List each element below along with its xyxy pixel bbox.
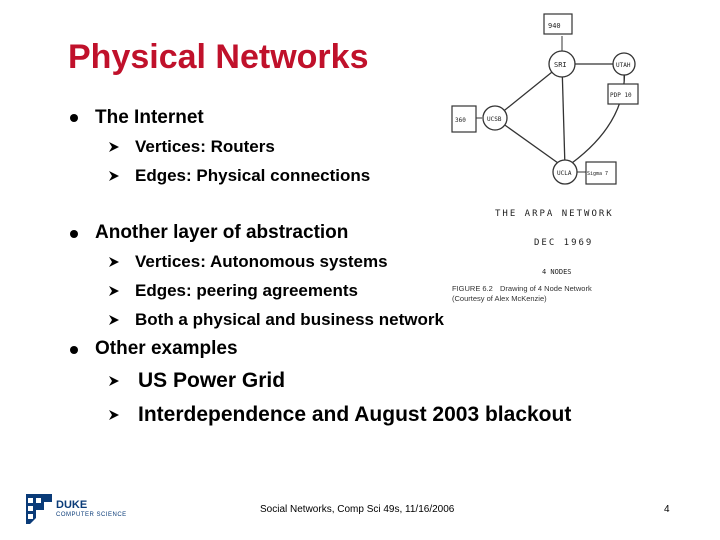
node-label: UCLA	[557, 170, 572, 177]
section2-item-1	[108, 252, 388, 272]
page-number: 4	[664, 504, 670, 515]
figure-caption-text: Drawing of 4 Node Network	[500, 284, 592, 293]
arrow-bullet-icon	[108, 409, 120, 421]
section1-heading: The Internet	[95, 107, 204, 128]
bullet-dot	[70, 230, 78, 238]
arpanet-sketch-figure	[440, 8, 632, 308]
slide-footer: Social Networks, Comp Sci 49s, 11/16/2006	[260, 504, 455, 515]
node-label: SRI	[554, 61, 567, 69]
section1-item-label: Vertices: Routers	[135, 137, 275, 156]
section2-heading: Another layer of abstraction	[95, 222, 349, 243]
figure-handwritten-date: DEC 1969	[534, 238, 594, 248]
host-label: 360	[455, 117, 466, 124]
figure-handwritten-nodes: 4 NODES	[542, 268, 572, 276]
figure-caption-credit: (Courtesy of Alex McKenzie)	[452, 294, 547, 303]
section3-item-1	[108, 369, 285, 393]
logo-subtitle: COMPUTER SCIENCE	[56, 512, 127, 518]
section2-item-label: Vertices: Autonomous systems	[135, 252, 388, 271]
slide-title: Physical Networks	[68, 38, 369, 76]
logo-name: DUKE	[56, 499, 88, 511]
arrow-bullet-icon	[108, 375, 120, 387]
node-label: UTAH	[616, 62, 631, 69]
section2-item-label: Both a physical and business network	[135, 310, 444, 329]
section3-heading: Other examples	[95, 338, 238, 359]
arrow-bullet-icon	[108, 285, 120, 297]
section2-item-label: Edges: peering agreements	[135, 281, 358, 300]
section1-item-label: Edges: Physical connections	[135, 166, 371, 185]
host-label: 940	[548, 22, 561, 30]
arrow-bullet-icon	[108, 314, 120, 326]
section1-item-1	[108, 137, 275, 157]
node-label: UCSB	[487, 116, 502, 123]
arrow-bullet-icon	[108, 170, 120, 182]
figure-caption-label: FIGURE 6.2	[452, 284, 493, 293]
section3-item-2	[108, 403, 571, 427]
arrow-bullet-icon	[108, 256, 120, 268]
section2-item-2	[108, 281, 358, 301]
section1-item-2	[108, 166, 370, 186]
section3-item-label: US Power Grid	[138, 369, 286, 392]
bullet-dot	[70, 346, 78, 354]
arrow-bullet-icon	[108, 141, 120, 153]
section3-item-label: Interdependence and August 2003 blackout	[138, 403, 572, 426]
figure-handwritten-title: THE ARPA NETWORK	[495, 209, 614, 219]
bullet-dot	[70, 114, 78, 122]
section2-item-3	[108, 310, 444, 330]
host-label: Sigma 7	[587, 171, 609, 177]
host-label: PDP 10	[610, 92, 632, 99]
